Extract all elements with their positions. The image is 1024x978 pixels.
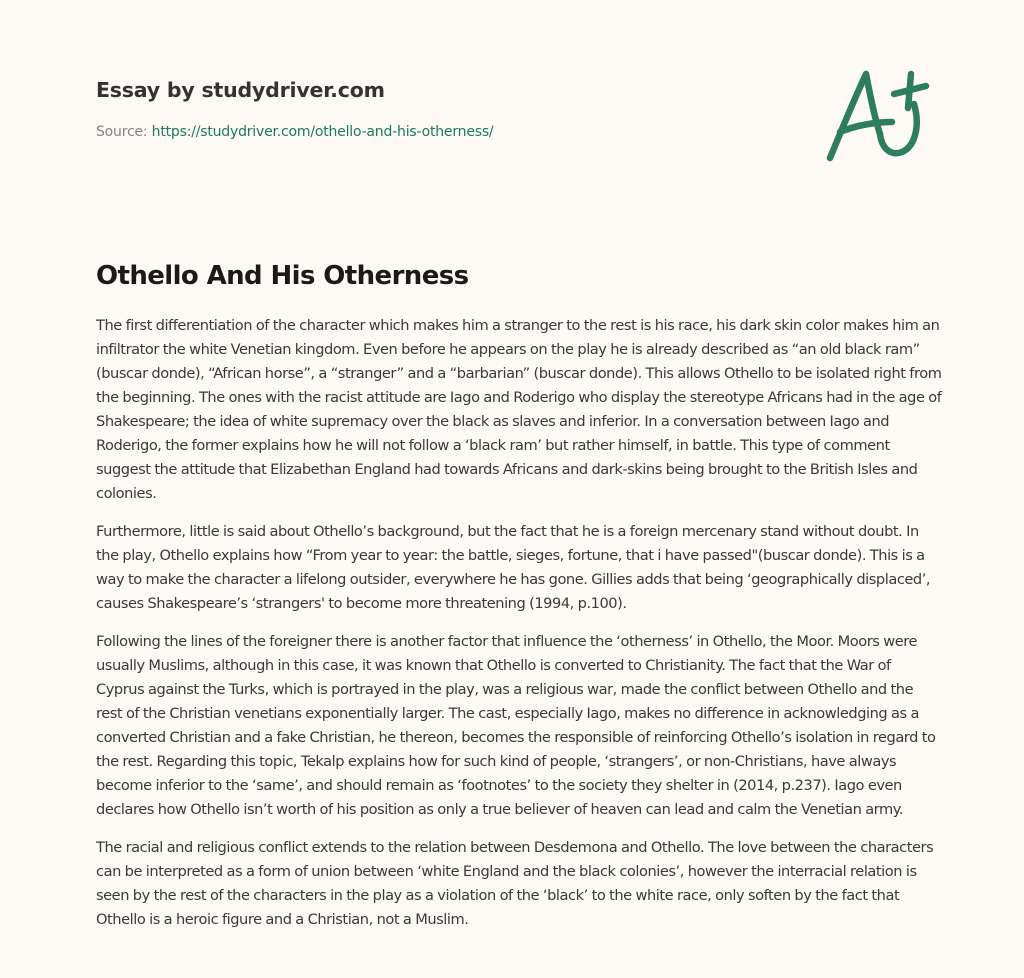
source-line <box>96 122 936 142</box>
essay-title: Othello And His Otherness <box>96 261 469 291</box>
site-title: Essay by studydriver.com <box>96 78 385 102</box>
a-plus-grade-icon <box>818 64 938 168</box>
essay-paragraph: Furthermore, little is said about Othello’s background, but the fact that he is a foreign mercenary stand without doubt. In the play, Othello explains how “From year to year: the battle, sieges, fortune, that i have passed"(buscar donde). This is a way to make the character a lifelong outsider, everywhere he has gone. Gillies adds that being ‘geographically displaced’, causes Shakespeare’s ‘strangers' to become more threatening (1994, p.100). <box>96 523 931 612</box>
source-label: Source: <box>96 124 152 140</box>
essay-paragraph: The racial and religious conflict extends to the relation between Desdemona and Othello. The love between the characters can be interpreted as a form of union between ‘white England and the black colonies’, however the interracial relation is seen by the rest of the characters in the play as a violation of the ‘black’ to the white race, only soften by the fact that Othello is a heroic figure and a Christian, not a Muslim. <box>96 839 934 928</box>
essay-paragraph: Following the lines of the foreigner there is another factor that influence the ‘otherness’ in Othello, the Moor. Moors were usually Muslims, although in this case, it was known that Othello is converted to Christianity. The fact that the War of Cyprus against the Turks, which is portrayed in the play, was a religious war, made the conflict between Othello and the rest of the Christian venetians exponentially larger. The cast, especially Iago, makes no difference in acknowledging as a converted Christian and a fake Christian, he thereon, becomes the responsible of reinforcing Othello’s isolation in regard to the rest. Regarding this topic, Tekalp explains how for such kind of people, ‘strangers’, or non-Christians, have always become inferior to the ‘same’, and should remain as ‘footnotes’ to the society they shelter in (2014, p.237). Iago even declares how Othello isn’t worth of his position as only a true believer of heaven can lead and calm the Venetian army. <box>96 633 936 818</box>
source-link[interactable]: https://studydriver.com/othello-and-his-otherness/ <box>151 124 494 140</box>
page-header <box>96 74 936 142</box>
essay-paragraph: The first differentiation of the character which makes him a stranger to the rest is his race, his dark skin color makes him an infiltrator the white Venetian kingdom. Even before he appears on the play he is already described as “an old black ram” (buscar donde), “African horse”, a “stranger” and a “barbarian” (buscar donde). This allows Othello to be isolated right from the beginning. The ones with the racist attitude are Iago and Roderigo who display the stereotype Africans had in the age of Shakespeare; the idea of white supremacy over the black as slaves and inferior. In a conversation between Iago and Roderigo, the former explains how he will not follow a ‘black ram’ but rather himself, in battle. This type of comment suggest the attitude that Elizabethan England had towards Africans and dark-skins being brought to the British Isles and colonies. <box>96 317 942 502</box>
essay-body <box>96 314 942 946</box>
